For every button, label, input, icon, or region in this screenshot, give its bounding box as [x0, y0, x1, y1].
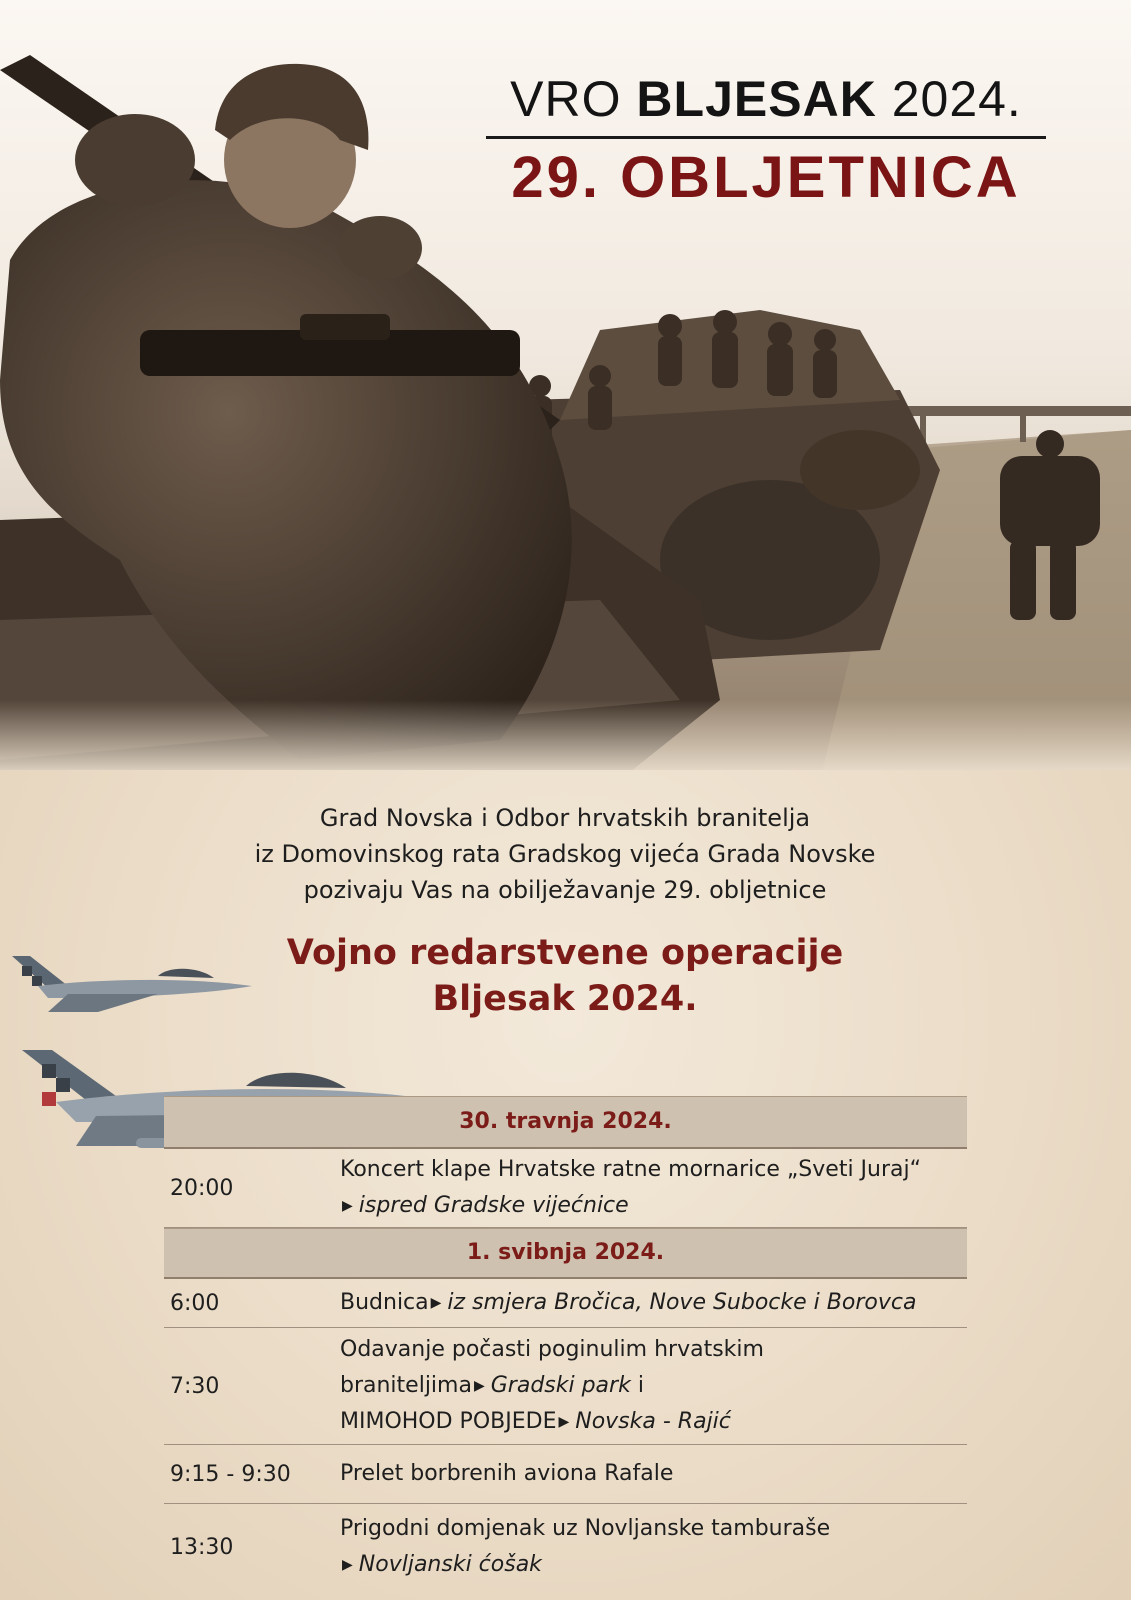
play-arrow-icon: ▶	[342, 1557, 353, 1573]
event-place: iz smjera Bročica, Nove Subocke i Borovca	[447, 1290, 917, 1315]
event-place: Novska - Rajić	[575, 1409, 731, 1434]
date-band-1: 30. travnja 2024.	[164, 1096, 967, 1149]
play-arrow-icon: ▶	[342, 1198, 353, 1214]
invitation-text	[150, 800, 980, 908]
schedule-table	[164, 1096, 967, 1590]
operation-title-line: Bljesak 2024.	[432, 979, 698, 1019]
play-arrow-icon: ▶	[558, 1414, 570, 1430]
operation-title	[200, 930, 930, 1022]
event-time: 13:30	[170, 1534, 234, 1560]
event-time: 7:30	[170, 1373, 220, 1399]
intro-line: pozivaju Vas na obilježavanje 29. obljetnice	[303, 876, 827, 904]
event-title-text: Budnica	[340, 1290, 429, 1315]
table-row	[164, 1504, 967, 1590]
event-description	[340, 1332, 967, 1440]
event-title-text: MIMOHOD POBJEDE	[340, 1409, 557, 1434]
event-title	[486, 68, 1046, 130]
date-band-2: 1. svibnja 2024.	[164, 1228, 967, 1279]
event-title-text: Prigodni domjenak uz Novljanske tamburaše	[340, 1516, 831, 1541]
play-arrow-icon: ▶	[473, 1378, 485, 1394]
title-year: 2024.	[891, 71, 1022, 127]
header-divider	[486, 136, 1046, 139]
event-title-text: Koncert klape Hrvatske ratne mornarice „Sveti Juraj“	[340, 1157, 922, 1182]
table-row	[164, 1445, 967, 1504]
event-description	[340, 1456, 967, 1492]
event-time: 9:15 - 9:30	[170, 1461, 291, 1487]
header	[486, 68, 1046, 213]
event-place: Novljanski ćošak	[358, 1552, 542, 1577]
intro-line: iz Domovinskog rata Gradskog vijeća Grada Novske	[254, 840, 876, 868]
play-arrow-icon: ▶	[430, 1295, 442, 1311]
event-place: ispred Gradske vijećnice	[358, 1193, 629, 1218]
event-title-text: Odavanje počasti poginulim hrvatskim	[340, 1337, 764, 1362]
event-title-text: Prelet borbrenih aviona Rafale	[340, 1461, 674, 1486]
anniversary-title: 29. OBLJETNICA	[511, 145, 1021, 210]
event-connector: i	[637, 1373, 644, 1398]
event-description	[340, 1152, 967, 1224]
table-row	[164, 1279, 967, 1328]
event-description	[340, 1285, 967, 1321]
operation-title-line: Vojno redarstvene operacije	[286, 933, 844, 973]
fighter-jet-icon	[8, 950, 258, 1030]
intro-line: Grad Novska i Odbor hrvatskih branitelja	[319, 804, 811, 832]
event-time: 20:00	[170, 1175, 234, 1201]
table-row	[164, 1149, 967, 1228]
title-prefix: VRO	[510, 71, 622, 127]
event-description	[340, 1511, 967, 1583]
title-name: BLJESAK	[636, 71, 877, 127]
event-title-text: braniteljima	[340, 1373, 472, 1398]
event-time: 6:00	[170, 1290, 220, 1316]
event-place: Gradski park	[490, 1373, 631, 1398]
table-row	[164, 1328, 967, 1445]
